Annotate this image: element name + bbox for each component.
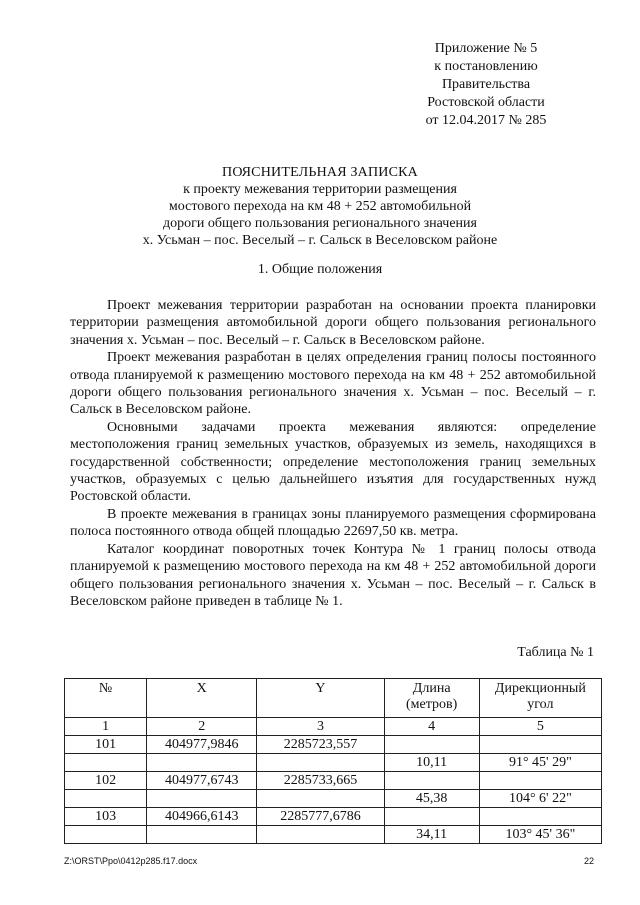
table-cell: 4: [384, 718, 479, 736]
annex-line: от 12.04.2017 № 285: [425, 113, 547, 128]
table-cell: 2: [147, 718, 257, 736]
paragraph: Проект межевания разработан в целях определения границ полосы постоянного отвода планируемой к размещению мостового перехода на км 48 + 252 автомобильной дороги общего пользования регионального значения х. Усьман – пос. Веселый – г. Сальск в Веселовском районе.: [70, 350, 596, 418]
annex-line: к постановлению: [434, 59, 538, 74]
table-label: Таблица № 1: [517, 645, 594, 660]
table-row: [65, 772, 602, 790]
table-cell: 45,38: [384, 790, 479, 808]
table-cell: [384, 808, 479, 826]
table-cell: 2285723,557: [257, 736, 384, 754]
table-cell: 2285733,665: [257, 772, 384, 790]
table-cell: 5: [479, 718, 601, 736]
table-row: [65, 808, 602, 826]
table-cell: [479, 772, 601, 790]
table-numbering-row: [65, 718, 602, 736]
title-line: к проекту межевания территории размещения: [183, 182, 457, 197]
table-cell: 102: [65, 772, 147, 790]
table-cell: [479, 736, 601, 754]
table-cell: 10,11: [384, 754, 479, 772]
table-cell: [65, 826, 147, 844]
document-title: [0, 164, 640, 249]
table-cell: 404966,6143: [147, 808, 257, 826]
table-cell: 404977,6743: [147, 772, 257, 790]
table-cell: 34,11: [384, 826, 479, 844]
table-cell: [65, 754, 147, 772]
table-cell: 103° 45' 36": [479, 826, 601, 844]
paragraph: Основными задачами проекта межевания являются: определение местоположения границ земельных участков, образуемых из земель, находящихся в государственной собственности; определение местоположения границ земельных участков, образуемых с целью дальнейшего изъятия для государственных нужд Ростовской области.: [70, 419, 596, 505]
table-cell: 91° 45' 29": [479, 754, 601, 772]
table-cell: [65, 790, 147, 808]
table-cell: 2285777,6786: [257, 808, 384, 826]
header-angle: Дирекционный угол: [479, 679, 601, 718]
section-heading: 1. Общие положения: [257, 262, 383, 277]
header-y: Y: [257, 679, 384, 718]
table-cell: [257, 826, 384, 844]
body-text: [70, 297, 596, 610]
table-header-row: [65, 679, 602, 718]
table-cell: [384, 772, 479, 790]
annex-block: [406, 40, 566, 130]
paragraph: Проект межевания территории разработан на основании проекта планировки территории размещения автомобильной дороги общего пользования регионального значения х. Усьман – пос. Веселый – г. Сальск в Веселовском районе.: [70, 298, 596, 348]
header-length: Длина (метров): [384, 679, 479, 718]
table-cell: 104° 6' 22": [479, 790, 601, 808]
annex-line: Ростовской области: [427, 95, 545, 110]
table-cell: [479, 808, 601, 826]
annex-line: Правительства: [441, 77, 531, 92]
table-cell: [147, 826, 257, 844]
coordinates-table: [64, 678, 602, 844]
footer-file-path: Z:\ORST\Ppo\0412p285.f17.docx: [64, 856, 198, 866]
paragraph: Каталог координат поворотных точек Контура № 1 границ полосы отвода планируемой к размещению мостового перехода на км 48 + 252 автомобильной дороги общего пользования регионального значения х. Усьман – пос. Веселый – г. Сальск в Веселовском районе приведен в таблице № 1.: [70, 541, 596, 609]
paragraph: В проекте межевания в границах зоны планируемого размещения сформирована полоса постоянного отвода общей площадью 22697,50 кв. метра.: [70, 506, 596, 540]
table-row: [65, 826, 602, 844]
table-cell: 404977,9846: [147, 736, 257, 754]
table-cell: [257, 790, 384, 808]
header-number: №: [65, 679, 147, 718]
table-row: [65, 790, 602, 808]
table-cell: 101: [65, 736, 147, 754]
table-cell: 103: [65, 808, 147, 826]
title-line: х. Усьман – пос. Веселый – г. Сальск в Веселовском районе: [142, 233, 498, 248]
title-main: ПОЯСНИТЕЛЬНАЯ ЗАПИСКА: [222, 165, 418, 180]
table-cell: [147, 754, 257, 772]
table-cell: [384, 736, 479, 754]
table-cell: [147, 790, 257, 808]
table-row: [65, 736, 602, 754]
header-x: X: [147, 679, 257, 718]
table-cell: 3: [257, 718, 384, 736]
table-row: [65, 754, 602, 772]
title-line: мостового перехода на км 48 + 252 автомобильной: [168, 199, 472, 214]
table-cell: [257, 754, 384, 772]
title-line: дороги общего пользования регионального значения: [163, 216, 477, 231]
footer-page-number: 22: [583, 856, 594, 866]
table-cell: 1: [65, 718, 147, 736]
annex-line: Приложение № 5: [434, 41, 538, 56]
